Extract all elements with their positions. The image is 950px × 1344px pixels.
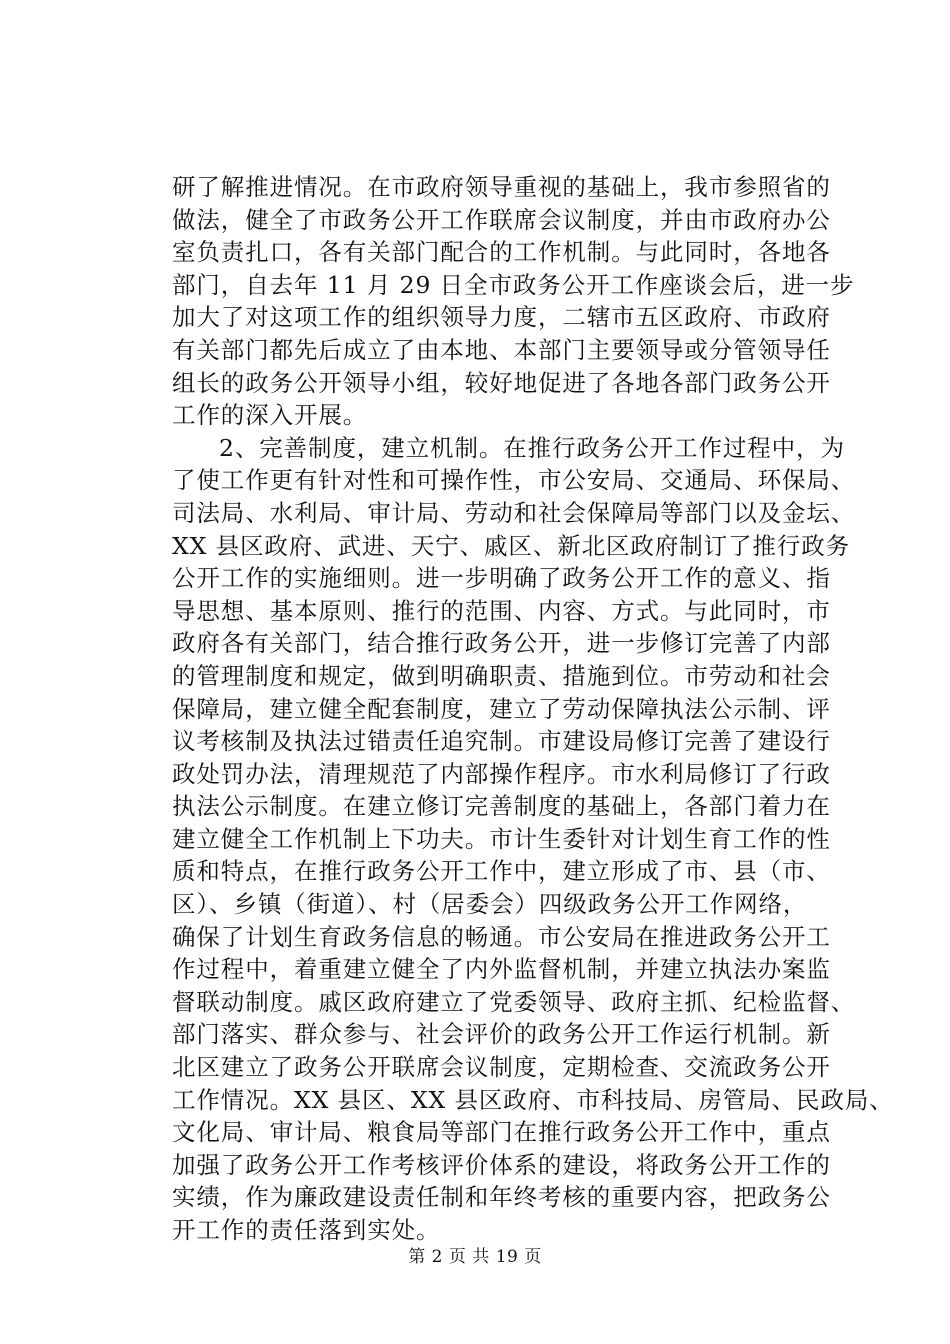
text-line: 部门落实、群众参与、社会评价的政务公开工作运行机制。新 [172, 1020, 831, 1049]
page-footer: 第 2 页 共 19 页 [408, 1247, 542, 1267]
text-line: 部门，自去年 11 月 29 日全市政务公开工作座谈会后，进一步 [172, 270, 855, 299]
text-line: 政处罚办法，清理规范了内部操作程序。市水利局修订了行政 [172, 759, 831, 788]
text-line: 导思想、基本原则、推行的范围、内容、方式。与此同时，市 [172, 596, 831, 625]
text-line: 司法局、水利局、审计局、劳动和社会保障局等部门以及金坛、 [172, 498, 856, 527]
text-line: 建立健全工作机制上下功夫。市计生委针对计划生育工作的性 [172, 824, 831, 853]
text-line: 加大了对这项工作的组织领导力度，二辖市五区政府、市政府 [172, 303, 831, 332]
text-line: 工作情况。XX 县区、XX 县区政府、市科技局、房管局、民政局、 [172, 1085, 894, 1114]
text-line: 保障局，建立健全配套制度，建立了劳动保障执法公示制、评 [172, 694, 831, 723]
text-line: 公开工作的实施细则。进一步明确了政务公开工作的意义、指 [172, 564, 831, 593]
text-line: 的管理制度和规定，做到明确职责、措施到位。市劳动和社会 [172, 661, 831, 690]
text-line: 加强了政务公开工作考核评价体系的建设，将政务公开工作的 [172, 1150, 831, 1179]
text-line: 室负责扎口，各有关部门配合的工作机制。与此同时，各地各 [172, 238, 831, 267]
text-line: 文化局、审计局、粮食局等部门在推行政务公开工作中，重点 [172, 1118, 831, 1147]
text-line: 北区建立了政务公开联席会议制度，定期检查、交流政务公开 [172, 1053, 831, 1082]
text-line: 组长的政务公开领导小组，较好地促进了各地各部门政务公开 [172, 368, 831, 397]
body-text [172, 171, 894, 1247]
text-line: 确保了计划生育政务信息的畅通。市公安局在推进政务公开工 [172, 922, 831, 951]
text-line: 开工作的责任落到实处。 [172, 1216, 441, 1244]
text-line: 研了解推进情况。在市政府领导重视的基础上，我市参照省的 [172, 173, 831, 201]
text-line: 工作的深入开展。 [172, 401, 368, 430]
text-line: 区）、乡镇（街道）、村（居委会）四级政务公开工作网络， [172, 890, 808, 919]
text-line: 做法，健全了市政务公开工作联席会议制度，并由市政府办公 [172, 205, 831, 234]
text-line: 作过程中，着重建立健全了内外监督机制，并建立执法办案监 [172, 955, 831, 984]
text-line: 了使工作更有针对性和可操作性，市公安局、交通局、环保局、 [172, 466, 856, 495]
text-line: 政府各有关部门，结合推行政务公开，进一步修订完善了内部 [172, 629, 831, 658]
text-line: 有关部门都先后成立了由本地、本部门主要领导或分管领导任 [172, 335, 831, 364]
text-line: 2、完善制度，建立机制。在推行政务公开工作过程中，为 [219, 433, 845, 462]
text-line: 议考核制及执法过错责任追究制。市建设局修订完善了建设行 [172, 727, 831, 756]
text-line: 督联动制度。戚区政府建立了党委领导、政府主抓、纪检监督、 [172, 987, 856, 1016]
text-line: 实绩，作为廉政建设责任制和年终考核的重要内容，把政务公 [172, 1183, 831, 1212]
text-line: 质和特点，在推行政务公开工作中，建立形成了市、县（市、 [172, 857, 831, 886]
text-line: 执法公示制度。在建立修订完善制度的基础上，各部门着力在 [172, 792, 831, 821]
text-line: XX 县区政府、武进、天宁、戚区、新北区政府制订了推行政务 [172, 531, 851, 560]
